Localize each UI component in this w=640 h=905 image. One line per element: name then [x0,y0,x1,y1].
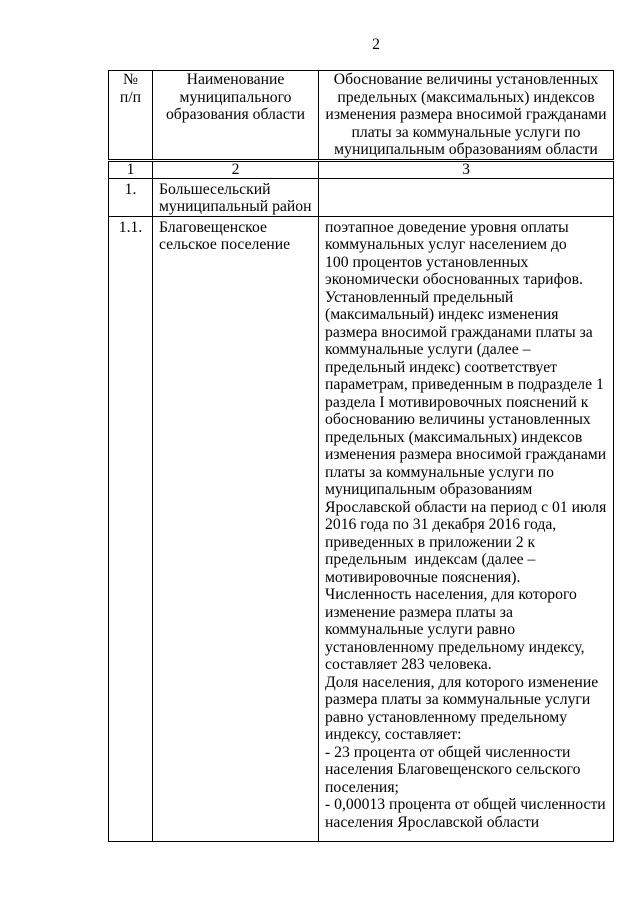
justification-line: предельным индексам (далее – [325,551,536,568]
justification-line: муниципальным образованиям [325,481,533,498]
municipality-name-line: муниципальный район [159,198,312,215]
justification-line: поселения; [325,778,399,796]
justification-cell [319,216,614,841]
justification-line: 2016 года по 31 декабря 2016 года, [325,516,557,533]
header-number-cell [109,71,153,161]
row-number-cell: 1.1. [109,216,153,841]
justification-line: платы за коммунальные услуги по [325,463,555,481]
header-line: предельных (максимальных) индексов [337,88,595,106]
municipality-name-cell [153,178,319,216]
header-line: изменения размера вносимой гражданами [325,106,607,123]
municipality-name-line: Благовещенское [159,218,267,236]
justification-line: (максимальный) индекс изменения [325,306,559,323]
header-line: муниципального [179,88,292,106]
header-line: платы за коммунальные услуги по [351,123,581,141]
indices-justification-table [108,70,614,842]
justification-cell [319,178,614,216]
justification-line: Ярославской области на период с 01 июля [325,498,607,516]
justification-line: приведенных в приложении 2 к [325,533,536,551]
justification-line: населения Ярославской области [325,813,540,831]
column-number-cell: 3 [319,160,614,178]
justification-line: Численность населения, для которого [325,586,577,603]
justification-line: параметрам, приведенным в подразделе 1 [325,376,604,393]
page-number: 2 [372,36,380,53]
justification-line: равно установленному предельному [325,708,568,726]
header-line: Обоснование величины установленных [333,71,599,88]
justification-line: изменение размера платы за [325,603,513,621]
justification-line: размера вносимой гражданами платы за [325,323,593,341]
justification-line: мотивировочные пояснения). [325,568,521,586]
row-number-cell: 1. [109,178,153,216]
justification-line: установленному предельному индексу, [325,638,585,656]
header-line: образования области [165,106,306,123]
justification-line: Доля населения, для которого изменение [325,673,599,691]
header-row [109,71,614,161]
column-number-cell: 1 [109,160,153,178]
justification-line: экономически обоснованных тарифов. [325,271,583,288]
justification-line: коммунальных услуг населением до [325,236,567,253]
justification-line: размера платы за коммунальные услуги [325,691,591,708]
header-line: п/п [119,88,142,106]
municipality-name-line: Большесельский [159,180,271,198]
header-line: № [123,71,138,88]
justification-line: - 23 процента от общей численности [325,743,571,761]
justification-line: коммунальные услуги (далее – [325,341,531,358]
justification-line: изменения размера вносимой гражданами [325,446,607,463]
header-justification-cell [319,71,614,161]
column-numbers-row [109,160,614,178]
justification-line: поэтапное доведение уровня оплаты [325,218,569,236]
table-row [109,178,614,216]
justification-line: составляет 283 человека. [325,656,492,673]
justification-line: 100 процентов установленных [325,253,529,271]
justification-line: населения Благовещенского сельского [325,761,581,778]
header-municipality-cell [153,71,319,161]
column-number-cell: 2 [153,160,319,178]
justification-line: раздела I мотивировочных пояснений к [325,393,589,411]
justification-line: индексу, составляет: [325,726,462,743]
header-line: муниципальным образованиям области [334,141,598,158]
municipality-name-cell [153,216,319,841]
municipality-name-line: сельское поселение [159,236,291,253]
justification-line: - 0,00013 процента от общей численности [325,796,606,813]
justification-line: предельных (максимальных) индексов [325,428,583,446]
table-row [109,216,614,841]
justification-line: обоснованию величины установленных [325,411,591,428]
header-line: Наименование [186,71,285,88]
justification-line: Установленный предельный [325,288,514,306]
justification-line: коммунальные услуги равно [325,621,516,638]
justification-line: предельный индекс) соответствует [325,358,558,376]
